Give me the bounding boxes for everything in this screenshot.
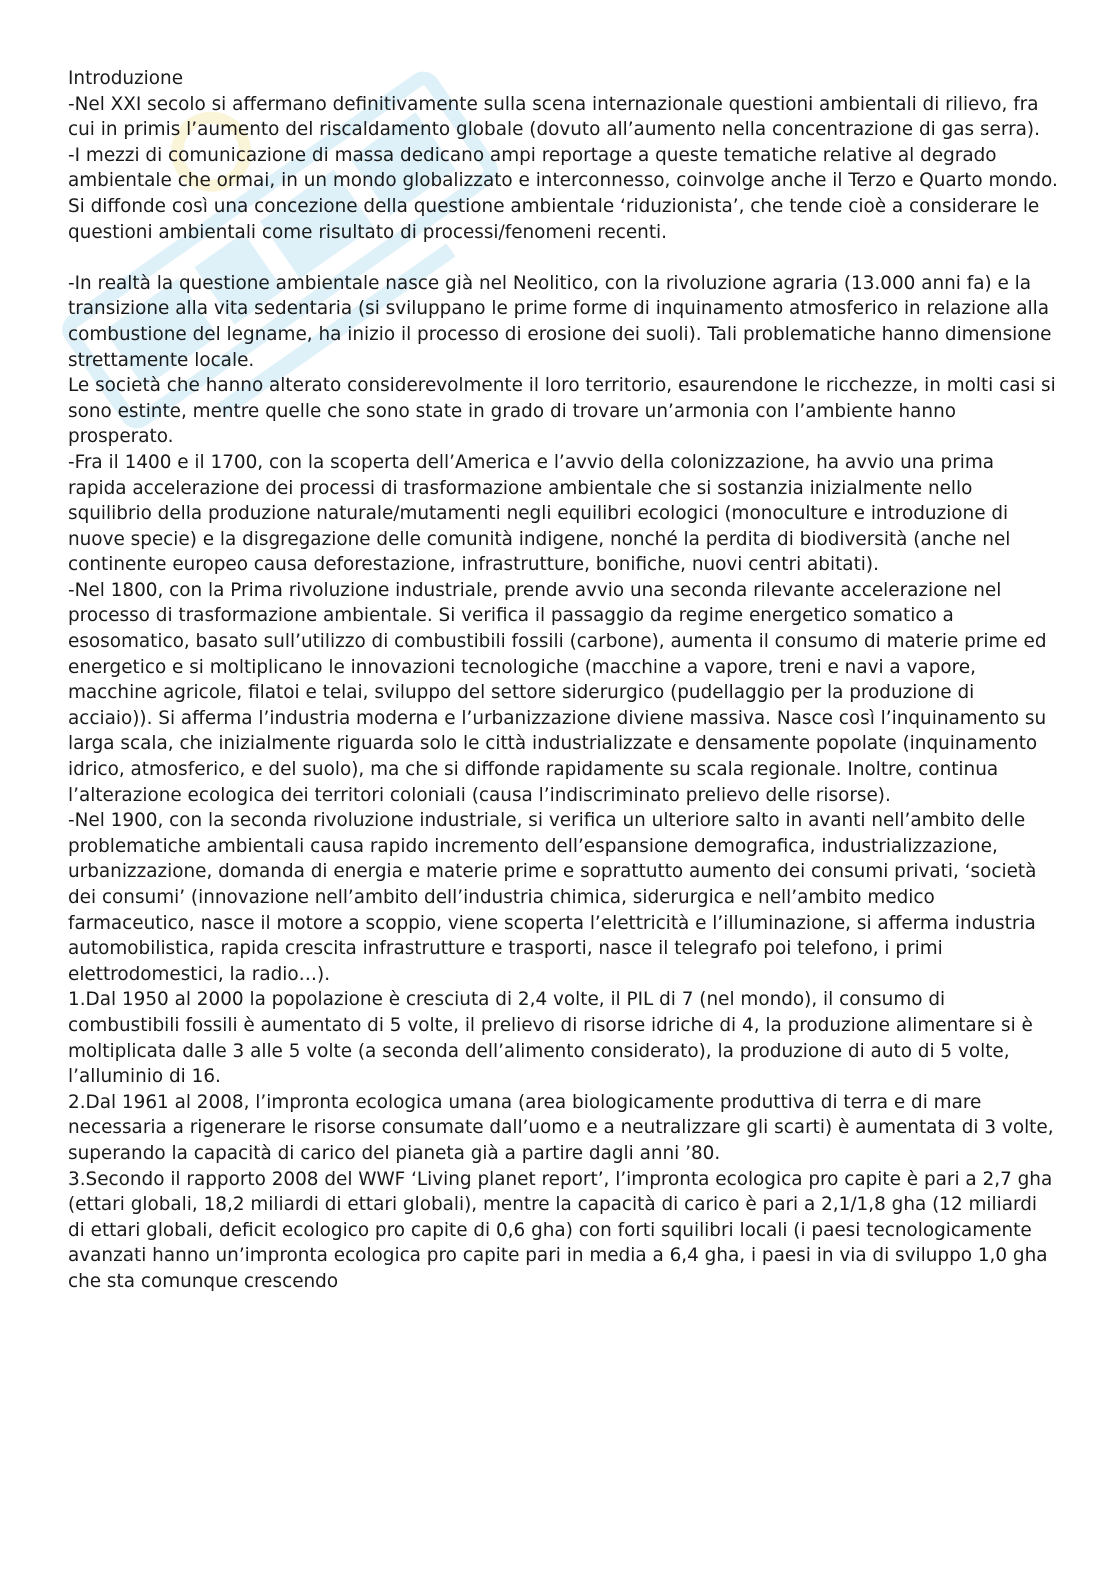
numbered-paragraph: 3.Secondo il rapporto 2008 del WWF ‘Living planet report’, l’impronta ecologica pro capite è pari a 2,7 gha (ettari globali, 18,2 miliardi di ettari globali), mentre la capacità di carico è pari a 2,1/1,8 gha (12 miliardi di ettari globali, deficit ecologico pro capite di 0,6 gha) con forti squilibri locali (i paesi tecnologicamente avanzati hanno un’impronta ecologica pro capite pari in media a 6,4 gha, i paesi in via di sviluppo 1,0 gha che sta comunque crescendo [68,1168,1053,1292]
paragraph: Le società che hanno alterato considerevolmente il loro territorio, esaurendone le ricchezze, in molti casi si sono estinte, mentre quelle che sono state in grado di trovare un’armonia con l’ambiente hanno prosperato. [68,375,1056,448]
paragraph: -Nel 1800, con la Prima rivoluzione industriale, prende avvio una seconda rilevante accelerazione nel processo di trasformazione ambientale. Si verifica il passaggio da regime energetico somatico a esosomatico, basato sull’utilizzo di combustibili fossili (carbone), aumenta il consumo di materie prime ed energetico e si moltiplicano le innovazioni tecnologiche (macchine a vapore, treni e navi a vapore, macchine agricole, filatoi e telai, sviluppo del settore siderurgico (pudellaggio per la produzione di acciaio)). Si afferma l’industria moderna e l’urbanizzazione diviene massiva. Nasce così l’inquinamento su larga scala, che inizialmente riguarda solo le città industrializzate e densamente popolate (inquinamento idrico, atmosferico, e del suolo), ma che si diffonde rapidamente su scala regionale. Inoltre, continua l’alterazione ecologica dei territori coloniali (causa l’indiscriminato prelievo delle risorse). [68,579,1047,806]
document-title: Introduzione [68,68,184,89]
paragraph-spacer [68,245,1058,271]
document-body [68,66,1058,1295]
paragraph: -Nel XXI secolo si affermano definitivamente sulla scena internazionale questioni ambientali di rilievo, fra cui in primis l’aumento del riscaldamento globale (dovuto all’aumento nella concentrazione di gas serra). [68,93,1040,141]
numbered-paragraph: 2.Dal 1961 al 2008, l’impronta ecologica umana (area biologicamente produttiva di terra e di mare necessaria a rigenerare le risorse consumate dall’uomo e a neutralizzare gli scarti) è aumentata di 3 volte, superando la capacità di carico del pianeta già a partire dagli anni ’80. [68,1091,1054,1164]
paragraph: -Fra il 1400 e il 1700, con la scoperta dell’America e l’avvio della colonizzazione, ha avvio una prima rapida accelerazione dei processi di trasformazione ambientale che si sostanzia inizialmente nello squilibrio della produzione naturale/mutamenti negli equilibri ecologici (monoculture e introduzione di nuove specie) e la disgregazione delle comunità indigene, nonché la perdita di biodiversità (anche nel continente europeo causa deforestazione, infrastrutture, bonifiche, nuovi centri abitati). [68,451,1011,576]
paragraph: -In realtà la questione ambientale nasce già nel Neolitico, con la rivoluzione agraria (13.000 anni fa) e la transizione alla vita sedentaria (si sviluppano le prime forme di inquinamento atmosferico in relazione alla combustione del legname, ha inizio il processo di erosione dei suoli). Tali problematiche hanno dimensione strettamente locale. [68,272,1052,371]
paragraph: -Nel 1900, con la seconda rivoluzione industriale, si verifica un ulteriore salto in avanti nell’ambito delle problematiche ambientali causa rapido incremento dell’espansione demografica, industrializzazione, urbanizzazione, domanda di energia e materie prime e soprattutto aumento dei consumi privati, ‘società dei consumi’ (innovazione nell’ambito dell’industria chimica, siderurgica e nell’ambito medico farmaceutico, nasce il motore a scoppio, viene scoperta l’elettricità e l’illuminazione, si afferma industria automobilistica, rapida crescita infrastrutture e trasporti, nasce il telegrafo poi telefono, i primi elettrodomestici, la radio…). [68,810,1037,985]
numbered-paragraph: 1.Dal 1950 al 2000 la popolazione è cresciuta di 2,4 volte, il PIL di 7 (nel mondo), il consumo di combustibili fossili è aumentato di 5 volte, il prelievo di risorse idriche di 4, la produzione alimentare si è moltiplicata dalle 3 alle 5 volte (a seconda dell’alimento considerato), la produzione di auto di 5 volte, l’alluminio di 16. [68,989,1033,1088]
paragraph: -I mezzi di comunicazione di massa dedicano ampi reportage a queste tematiche relative al degrado ambientale che ormai, in un mondo globalizzato e interconnesso, coinvolge anche il Terzo e Quarto mondo. Si diffonde così una concezione della questione ambientale ‘riduzionista’, che tende cioè a considerare le questioni ambientali come risultato di processi/fenomeni recenti. [68,144,1058,243]
